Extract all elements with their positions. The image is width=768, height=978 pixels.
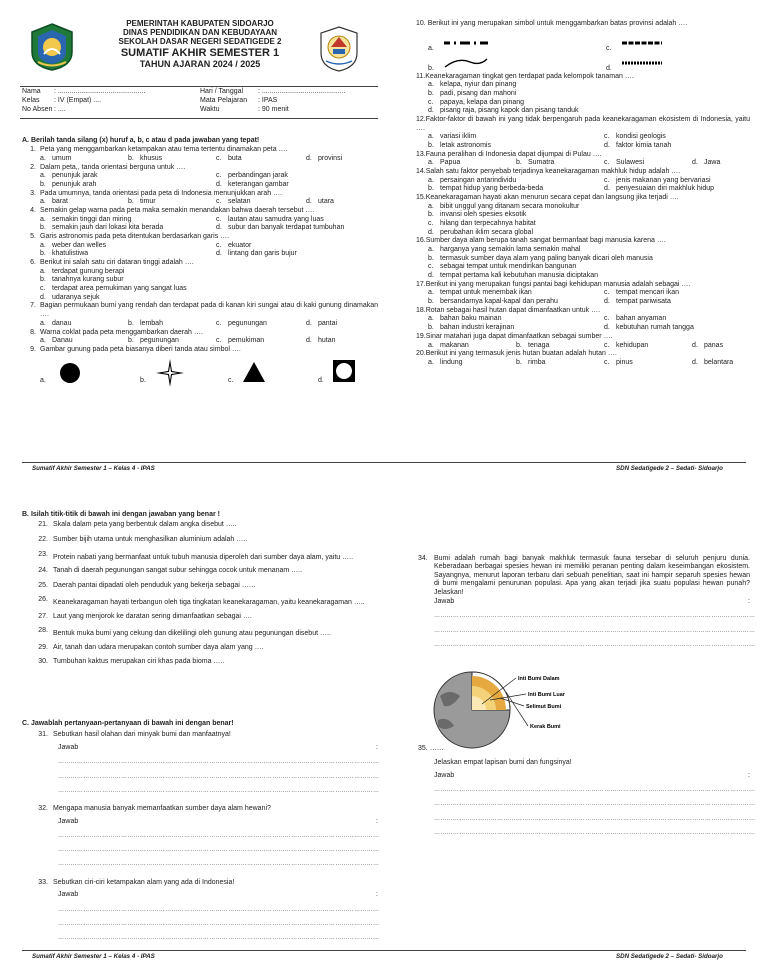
option-d[interactable]: d. kebutuhan rumah tangga <box>604 324 694 332</box>
option-c[interactable]: c. pegunungan <box>216 319 267 327</box>
mapel-value: : IPAS <box>258 97 278 104</box>
option-b[interactable]: b. bahan industri kerajinan <box>428 324 515 332</box>
compass-star-icon <box>156 359 184 387</box>
answer-line[interactable]: ……………………………………………………………………………………………………………………………………… <box>434 815 756 822</box>
option-d[interactable]: d. penyesuaian diri makhluk hidup <box>604 185 715 193</box>
sidoarjo-emblem-icon <box>28 22 76 72</box>
answer-line[interactable]: ……………………………………………………………………………………………………………………………………… <box>58 906 380 913</box>
header-line-2: DINAS PENDIDIKAN DAN KEBUDAYAAN <box>122 27 278 37</box>
fill-item-28[interactable]: 28. Bentuk muka bumi yang cekung dan dikelilingi oleh gunung atau pegunungan disebut ….. <box>38 627 331 638</box>
option-c[interactable]: c. Sulawesi <box>604 159 645 167</box>
option-d[interactable]: d. tempat pertama kali kebutuhan manusia diciptakan <box>428 272 598 280</box>
option-a[interactable]: a. lindung <box>428 358 463 366</box>
option-d[interactable]: d. <box>318 376 324 384</box>
option-b[interactable]: b. tenaga <box>516 341 550 349</box>
question-2: 2. Dalam peta,, tanda orientasi berguna untuk …. a. penunjuk jarak c. perbandingan jarak b. penunjuk arah d. keterangan gambar <box>22 164 378 190</box>
option-b[interactable]: b. rimba <box>516 358 546 366</box>
fill-item-27[interactable]: 27. Laut yang menjorok ke daratan sering dimanfaatkan sebagai …. <box>38 612 252 620</box>
option-a[interactable]: a. variasi iklim <box>428 133 477 141</box>
option-b[interactable]: b. semakin jauh dari lokasi kita berada <box>40 224 164 232</box>
option-a[interactable]: a. danau <box>40 319 72 327</box>
section-a-continued <box>416 20 750 368</box>
label-crust: Kerak Bumi <box>530 724 561 730</box>
option-a[interactable]: a. barat <box>40 198 68 206</box>
option-d[interactable]: d. provinsi <box>306 155 343 163</box>
question-6: 6. Berikut ini salah satu ciri dataran tinggi adalah …. a. terdapat gunung berapi b. tanahnya kurang subur c. terdapat area pemukiman yang sangat luas d. udaranya sejuk <box>22 259 378 302</box>
option-c[interactable]: c. pemukiman <box>216 337 265 345</box>
footer-divider <box>22 462 746 463</box>
option-a[interactable]: a. terdapat gunung berapi <box>40 267 125 275</box>
essay-32: 32. Mengapa manusia banyak memanfaatkan sumber daya alam hewani? Jawab : ……………………………………………………………………………………………………………………………………… ……………………………………………………………………………………………………………………………………… ……………………………………………………………………………………………………………………………………… <box>38 805 380 868</box>
dashed-line-icon <box>622 39 662 47</box>
option-d[interactable]: d. hutan <box>306 337 336 345</box>
header-line-1: PEMERINTAH KABUPATEN SIDOARJO <box>126 19 274 28</box>
option-d[interactable]: d. <box>606 64 612 72</box>
section-a-heading: A. Berilah tanda silang (x) huruf a, b, c atau d pada jawaban yang tepat! <box>22 137 260 144</box>
question-4: 4. Semakin gelap warna pada peta maka semakin menandakan bahwa daerah tersebut …. a. semakin tinggi dan miring c. lautan atau samudra yang luas b. semakin jauh dari lokasi kita berada d. subur dan banyak terdapat tumbuhan <box>22 207 378 233</box>
question-19: 19.Sinar matahari juga dapat dimanfaatkan sebagai sumber …. a. makanan b. tenaga c. kehidupan d. panas <box>416 333 750 350</box>
option-d[interactable]: d. Jawa <box>692 159 721 167</box>
question-15: 15.Keanekaragaman hayati akan menurun secara cepat dan langsung jika terjadi …. a. bibit unggul yang ditanam secara monokultur b. invansi oleh spesies eksotik c. hilang dan terpecahnya habitat d. perubahan iklim secara global <box>416 194 750 237</box>
question-13: 13.Fauna peralihan di Indonesia dapat dijumpai di Pulau …. a. Papua b. Sumatra c. Sulawesi d. Jawa <box>416 151 750 168</box>
nama-label: Nama <box>22 88 41 95</box>
question-20: 20.Berikut ini yang termasuk jenis hutan buatan adalah hutan …. a. lindung b. rimba c. pinus d. belantara <box>416 350 750 367</box>
footer-right-2: SDN Sedatigede 2 – Sedati- Sidoarjo <box>616 953 723 960</box>
option-d[interactable]: d. pantai <box>306 319 338 327</box>
absen-field[interactable]: : .... <box>54 106 66 113</box>
option-c[interactable]: c. kehidupan <box>604 341 649 349</box>
question-5: 5. Garis astronomis pada peta ditentukan berdasarkan garis …. a. weber dan welles c. ekuator b. khatulistiwa d. lintang dan garis bujur <box>22 233 378 259</box>
option-d[interactable]: d. keterangan gambar <box>216 181 289 189</box>
fill-item-23[interactable]: 23. Protein nabati yang bermanfaat untuk tubuh manusia diperoleh dari sumber daya alam, yaitu ….. <box>38 550 354 561</box>
option-b[interactable]: b. invansi oleh spesies eksotik <box>428 211 527 219</box>
option-b[interactable]: b. Sumatra <box>516 159 555 167</box>
option-a[interactable]: a. bahan baku mainan <box>428 315 502 323</box>
absen-label: No Absen <box>22 106 53 113</box>
fill-item-21[interactable]: 21. Skala dalam peta yang berbentuk dalam angka disebut ….. <box>38 521 237 529</box>
option-c[interactable]: c. buta <box>216 155 242 163</box>
kelas-label: Kelas <box>22 97 40 104</box>
answer-line[interactable]: ……………………………………………………………………………………………………………………………………… <box>58 833 380 840</box>
option-d[interactable]: d. panas <box>692 341 724 349</box>
option-a[interactable]: a. kelapa, nyiur dan pinang <box>428 81 517 89</box>
question-16: 16.Sumber daya alam berupa tanah sangat bermanfaat bagi manusia karena …. a. harganya yang semakin lama semakin mahal b. termasuk sumber daya alam yang paling banyak dicari oleh manusia c. sebagai tempat untuk mendirikan bangunan d. tempat pertama kali kebutuhan manusia diciptakan <box>416 237 750 280</box>
option-c[interactable]: c. lautan atau samudra yang luas <box>216 215 324 223</box>
option-c[interactable]: c. ekuator <box>216 241 252 249</box>
footer-left: Sumatif Akhir Semester 1 – Kelas 4 - IPAS <box>32 465 155 472</box>
question-3: 3. Pada umumnya, tanda orientasi pada peta di Indonesia menunjukkan arah …. a. barat b. timur c. selatan d. utara <box>22 190 378 207</box>
option-c[interactable]: c. selatan <box>216 198 251 206</box>
question-1: 1. Peta yang menggambarkan ketampakan atau tema tertentu dinamakan peta …. a. umum b. khusus c. buta d. provinsi <box>22 146 378 163</box>
option-a[interactable]: a. <box>428 44 434 52</box>
option-b[interactable]: b. bersandarnya kapal-kapal dan perahu <box>428 298 558 306</box>
option-a[interactable]: a. tempat untuk menembak ikan <box>428 289 532 297</box>
dotted-line-icon <box>622 59 662 67</box>
option-c[interactable]: c. kondisi geologis <box>604 133 666 141</box>
option-c[interactable]: c. perbandingan jarak <box>216 172 288 180</box>
question-9: 9. Gambar gunung pada peta biasanya diberi tanda atau simbol …. a. b. c. d. <box>22 346 378 389</box>
option-d[interactable]: d. perubahan iklim secara global <box>428 228 533 236</box>
question-14: 14.Salah satu faktor penyebab terjadinya keanekaragaman makhluk hidup adalah …. a. persaingan antarindividu c. jenis makanan yang bervariasi b. tempat hidup yang berbeda-beda d. penyesuaian diri makhluk hidup <box>416 168 750 194</box>
option-b[interactable]: b. khusus <box>128 155 163 163</box>
option-b[interactable]: b. letak astronomis <box>428 142 491 150</box>
river-curve-icon <box>444 55 488 69</box>
footer-right: SDN Sedatigede 2 – Sedati- Sidoarjo <box>616 465 723 472</box>
filled-triangle-icon <box>242 361 266 383</box>
fill-item-30[interactable]: 30. Tumbuhan kaktus merupakan ciri khas pada bioma ….. <box>38 658 225 666</box>
option-b[interactable]: b. lembah <box>128 319 163 327</box>
fill-item-25[interactable]: 25. Daerah pantai dipadati oleh penduduk yang bekerja sebagai …… <box>38 581 256 589</box>
question-11: 11.Keanekaragaman tingkat gen terdapat pada kelompok tanaman …. a. kelapa, nyiur dan pinang b. padi, pisang dan mahoni c. papaya, kelapa dan pinang d. pisang raja, pisang kapok dan pisang tanduk <box>416 73 750 116</box>
option-a[interactable]: a. penunjuk jarak <box>40 172 98 180</box>
option-b[interactable]: b. tanahnya kurang subur <box>40 276 124 284</box>
waktu-value: : 90 menit <box>258 106 289 113</box>
essay-34: 34. Bumi adalah rumah bagi banyak makhluk termasuk fauna tersebar di seluruh penjuru dunia. Keberadaan berbagai spesies hewan ini memiliki peranan penting dalam keseimbangan ekosistem. Sayangnya, menurut laporan terbaru dari sebuah penelitian, saat ini hampir separuh spesies hewan di bumi mengalami penurunan populasi. Apa yang akan terjadi jika suatu populasi hewan punah? Jelaskan! Jawab : ……………………………………………………………………………………………………………………………………… ……………………………………………………………………………………………………………………………………… ……………………………………………………………………………………………………………………………………… <box>418 555 756 648</box>
answer-line[interactable]: ……………………………………………………………………………………………………………………………………… <box>434 627 756 634</box>
essay-31: 31. Sebutkan hasil olahan dari minyak bumi dan manfaatnya! Jawab : ……………………………………………………………………………………………………………………………………… ……………………………………………………………………………………………………………………………………… ……………………………………………………………………………………………………………………………………… <box>38 731 380 794</box>
option-c[interactable]: c. sebagai tempat untuk mendirikan bangunan <box>428 263 577 271</box>
essay-35: 35. …… Jelaskan empat lapisan bumi dan fungsinya! Jawab : ……………………………………………………………………………………………………………………………………… ……………………………………………………………………………………………………………………………………… ……………………………………………………………………………………………………………………………………… ……………………………………………………………………………………………………………………………………… <box>418 745 756 836</box>
option-d[interactable]: d. lintang dan garis bujur <box>216 250 297 258</box>
option-a[interactable]: a. Danau <box>40 337 73 345</box>
answer-line[interactable]: ……………………………………………………………………………………………………………………………………… <box>58 787 380 794</box>
answer-line[interactable]: ……………………………………………………………………………………………………………………………………… <box>434 829 756 836</box>
section-c <box>22 720 378 942</box>
answer-line[interactable]: ……………………………………………………………………………………………………………………………………… <box>58 847 380 854</box>
option-b[interactable]: b. timur <box>128 198 156 206</box>
header-line-3: SEKOLAH DASAR NEGERI SEDATIGEDE 2 <box>118 36 282 46</box>
hari-field[interactable]: : ........................................... <box>258 88 346 95</box>
school-header <box>20 12 380 87</box>
option-b[interactable]: b. termasuk sumber daya alam yang paling banyak dicari oleh manusia <box>428 254 653 262</box>
footer-left-2: Sumatif Akhir Semester 1 – Kelas 4 - IPAS <box>32 953 155 960</box>
label-inner-core: Inti Bumi Dalam <box>518 676 560 682</box>
option-b[interactable]: b. penunjuk arah <box>40 181 97 189</box>
fill-item-26[interactable]: 26. Keanekaragaman hayati terbangun oleh tiga tingkatan keanekaragaman, yaitu keanekaragaman ….. <box>38 596 365 607</box>
option-c[interactable]: c. <box>606 44 612 52</box>
option-c[interactable]: c. jenis makanan yang bervariasi <box>604 176 711 184</box>
school-crest-icon <box>318 24 360 74</box>
option-b[interactable]: b. tempat hidup yang berbeda-beda <box>428 185 544 193</box>
option-b[interactable]: b. <box>428 64 434 72</box>
exam-title: SUMATIF AKHIR SEMESTER 1 <box>120 46 280 59</box>
option-a[interactable]: a. umum <box>40 155 72 163</box>
question-7: 7. Bagian permukaan bumi yang rendah dan terdapat pada di kanan kiri sungai atau di kaki gunung dinamakan …. a. danau b. lembah c. pegunungan d. pantai <box>30 302 378 327</box>
option-a[interactable]: a. makanan <box>428 341 469 349</box>
answer-line[interactable]: ……………………………………………………………………………………………………………………………………… <box>58 861 380 868</box>
filled-circle-icon <box>58 361 82 385</box>
option-d[interactable]: d. faktor kimia tanah <box>604 142 672 150</box>
answer-line[interactable]: ……………………………………………………………………………………………………………………………………… <box>434 787 756 794</box>
answer-line[interactable]: ……………………………………………………………………………………………………………………………………… <box>58 759 380 766</box>
section-b-heading: B. Isilah titik-titik di bawah ini dengan jawaban yang benar ! <box>22 511 220 518</box>
option-c[interactable]: c. pinus <box>604 358 633 366</box>
hari-label: Hari / Tanggal <box>200 88 244 95</box>
option-a[interactable]: a. weber dan welles <box>40 241 107 249</box>
footer-divider-2 <box>22 950 746 951</box>
section-c-heading: C. Jawablah pertanyaan-pertanyaan di bawah ini dengan benar! <box>22 720 234 727</box>
option-a[interactable]: a. bibit unggul yang ditanam secara monokultur <box>428 202 580 210</box>
fill-item-22[interactable]: 22. Sumber bijih utama untuk menghasilkan aluminium adalah ….. <box>38 536 248 544</box>
earth-layers-diagram <box>430 668 590 752</box>
answer-line[interactable]: ……………………………………………………………………………………………………………………………………… <box>58 935 380 942</box>
option-c[interactable]: c. terdapat area pemukiman yang sangat luas <box>40 285 187 293</box>
mapel-label: Mata Pelajaran <box>200 97 248 104</box>
option-c[interactable]: c. <box>228 376 234 384</box>
label-mantle: Selimut Bumi <box>526 704 562 710</box>
option-c[interactable]: c. bahan anyaman <box>604 315 667 323</box>
option-c[interactable]: c. tempat mencari ikan <box>604 289 680 297</box>
option-d[interactable]: d. belantara <box>692 358 734 366</box>
question-18: 18.Rotan sebagai hasil hutan dapat dimanfaatkan untuk …. a. bahan baku mainan c. bahan anyaman b. bahan industri kerajinan d. kebutuhan rumah tangga <box>416 307 750 333</box>
option-c[interactable]: c. papaya, kelapa dan pinang <box>428 98 525 106</box>
waktu-label: Waktu <box>200 106 220 113</box>
nama-field[interactable]: : ............................................. <box>54 88 146 95</box>
option-a[interactable]: a. harganya yang semakin lama semakin mahal <box>428 246 581 254</box>
label-outer-core: Inti Bumi Luar <box>528 692 565 698</box>
question-10: 10. Berikut ini yang merupakan simbol untuk menggambarkan batas provinsi adalah …. a. c. b. d. <box>416 20 688 72</box>
option-c[interactable]: c. hilang dan terpecahnya habitat <box>428 220 536 228</box>
option-a[interactable]: a. Papua <box>428 159 461 167</box>
answer-line[interactable]: ……………………………………………………………………………………………………………………………………… <box>58 773 380 780</box>
square-circle-icon <box>332 359 356 383</box>
identity-divider <box>20 118 378 119</box>
option-a[interactable]: a. semakin tinggi dan miring <box>40 215 132 223</box>
option-d[interactable]: d. utara <box>306 198 334 206</box>
header-divider <box>20 86 378 87</box>
section-a <box>22 137 378 389</box>
option-d[interactable]: d. pisang raja, pisang kapok dan pisang tanduk <box>428 107 579 115</box>
option-d[interactable]: d. tempat pariwisata <box>604 298 671 306</box>
option-a[interactable]: a. <box>40 376 46 384</box>
question-12: 12.Faktor-faktor di bawah ini yang tidak berpengaruh pada keanekaragaman ekosistem di Indonesia, yaitu …. a. variasi iklim c. kondisi geologis b. letak astronomis d. faktor kimia tanah <box>416 116 750 151</box>
fill-item-24[interactable]: 24. Tanah di daerah pegunungan sangat subur sehingga cocok untuk menanam ….. <box>38 567 303 575</box>
question-17: 17.Berikut ini yang merupakan fungsi pantai bagi kehidupan manusia adalah sebagai …. a. tempat untuk menembak ikan c. tempat mencari ikan b. bersandarnya kapal-kapal dan perahu d. tempat pariwisata <box>416 281 750 307</box>
answer-line[interactable]: ……………………………………………………………………………………………………………………………………… <box>58 920 380 927</box>
dash-dot-line-icon <box>444 39 488 47</box>
answer-line[interactable]: ……………………………………………………………………………………………………………………………………… <box>434 613 756 620</box>
option-a[interactable]: a. persaingan antarindividu <box>428 176 517 184</box>
option-b[interactable]: b. pegunungan <box>128 337 179 345</box>
option-b[interactable]: b. <box>140 376 146 384</box>
answer-line[interactable]: ……………………………………………………………………………………………………………………………………… <box>434 801 756 808</box>
fill-item-29[interactable]: 29. Air, tanah dan udara merupakan contoh sumber daya alam yang …. <box>38 643 264 651</box>
option-d[interactable]: d. subur dan banyak terdapat tumbuhan <box>216 224 345 232</box>
essay-33: 33. Sebutkan ciri-ciri ketampakan alam yang ada di Indonesia! Jawab : ……………………………………………………………………………………………………………………………………… ……………………………………………………………………………………………………………………………………… ……………………………………………………………………………………………………………………………………… <box>38 878 380 942</box>
school-year: TAHUN AJARAN 2024 / 2025 <box>139 59 261 70</box>
question-8: 8. Warna coklat pada peta menggambarkan daerah …. a. Danau b. pegunungan c. pemukiman d. hutan <box>22 329 378 346</box>
kelas-field[interactable]: : IV (Empat) .... <box>54 97 102 104</box>
option-b[interactable]: b. khatulistiwa <box>40 250 89 258</box>
option-b[interactable]: b. padi, pisang dan mahoni <box>428 90 517 98</box>
answer-line[interactable]: ……………………………………………………………………………………………………………………………………… <box>434 641 756 648</box>
section-b <box>22 511 378 667</box>
option-d[interactable]: d. udaranya sejuk <box>40 293 100 301</box>
